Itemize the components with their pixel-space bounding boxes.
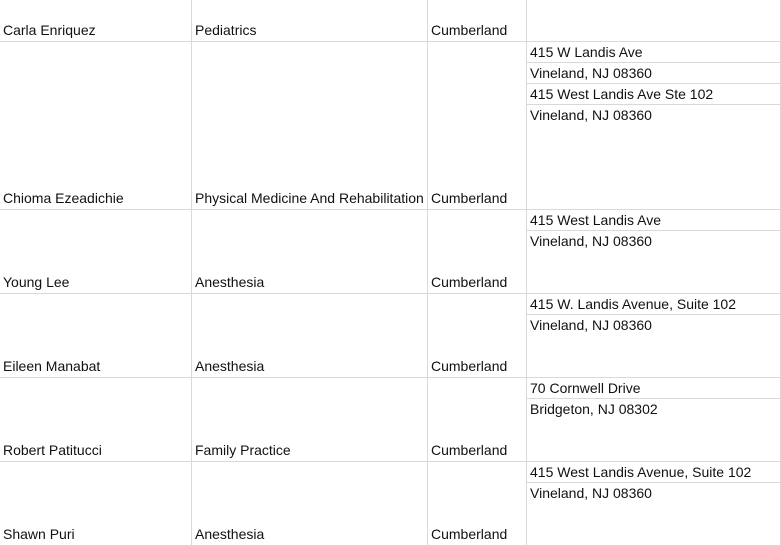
address-line[interactable]: Vineland, NJ 08360: [530, 485, 652, 501]
county-cell-text: Cumberland: [431, 274, 508, 290]
name-cell[interactable]: [0, 462, 192, 545]
name-cell[interactable]: [0, 294, 192, 377]
county-cell-text: Cumberland: [431, 190, 508, 206]
name-cell[interactable]: [0, 0, 192, 41]
name-cell[interactable]: [0, 210, 192, 293]
specialty-cell[interactable]: [192, 210, 428, 293]
specialty-cell[interactable]: [192, 462, 428, 545]
table-row: [0, 462, 781, 546]
specialty-cell-text: Family Practice: [195, 442, 291, 458]
county-cell-text: Cumberland: [431, 22, 508, 38]
address-line[interactable]: Vineland, NJ 08360: [527, 63, 780, 84]
county-cell-text: Cumberland: [431, 526, 508, 542]
county-cell-text: Cumberland: [431, 358, 508, 374]
specialty-cell-text: Anesthesia: [195, 274, 265, 290]
address-line[interactable]: 415 West Landis Ave: [527, 210, 780, 231]
name-cell-text: Eileen Manabat: [3, 358, 101, 374]
county-cell[interactable]: [428, 294, 527, 377]
address-line[interactable]: 415 W Landis Ave: [527, 42, 780, 63]
name-cell-text: Carla Enriquez: [3, 22, 96, 38]
specialty-cell[interactable]: [192, 0, 428, 41]
address-line[interactable]: Vineland, NJ 08360: [530, 107, 652, 123]
table-row: [0, 294, 781, 378]
address-line[interactable]: Bridgeton, NJ 08302: [530, 401, 658, 417]
specialty-cell-text: Physical Medicine And Rehabilitation: [195, 190, 424, 206]
address-cell[interactable]: [527, 294, 781, 377]
county-cell[interactable]: [428, 462, 527, 545]
specialty-cell[interactable]: [192, 378, 428, 461]
county-cell[interactable]: [428, 378, 527, 461]
address-line[interactable]: 415 W. Landis Avenue, Suite 102: [527, 294, 780, 315]
specialty-cell-text: Anesthesia: [195, 358, 265, 374]
specialty-cell[interactable]: [192, 42, 428, 209]
name-cell[interactable]: [0, 42, 192, 209]
name-cell-text: Shawn Puri: [3, 526, 75, 542]
name-cell-text: Robert Patitucci: [3, 442, 102, 458]
address-line[interactable]: 70 Cornwell Drive: [527, 378, 780, 399]
address-cell[interactable]: [527, 0, 781, 41]
county-cell[interactable]: [428, 0, 527, 41]
table-row: [0, 210, 781, 294]
address-line[interactable]: Vineland, NJ 08360: [530, 233, 652, 249]
table-row: [0, 378, 781, 462]
address-cell[interactable]: [527, 462, 781, 545]
address-cell[interactable]: [527, 378, 781, 461]
address-line[interactable]: Vineland, NJ 08360: [530, 317, 652, 333]
address-cell[interactable]: [527, 210, 781, 293]
county-cell[interactable]: [428, 42, 527, 209]
county-cell-text: Cumberland: [431, 442, 508, 458]
table-row: [0, 42, 781, 210]
specialty-cell[interactable]: [192, 294, 428, 377]
name-cell-text: Young Lee: [3, 274, 70, 290]
name-cell-text: Chioma Ezeadichie: [3, 190, 124, 206]
address-line[interactable]: 415 West Landis Avenue, Suite 102: [527, 462, 780, 483]
name-cell[interactable]: [0, 378, 192, 461]
county-cell[interactable]: [428, 210, 527, 293]
specialty-cell-text: Anesthesia: [195, 526, 265, 542]
specialty-cell-text: Pediatrics: [195, 22, 257, 38]
address-cell[interactable]: [527, 42, 781, 209]
table-row: [0, 0, 781, 42]
address-line[interactable]: 415 West Landis Ave Ste 102: [527, 84, 780, 105]
